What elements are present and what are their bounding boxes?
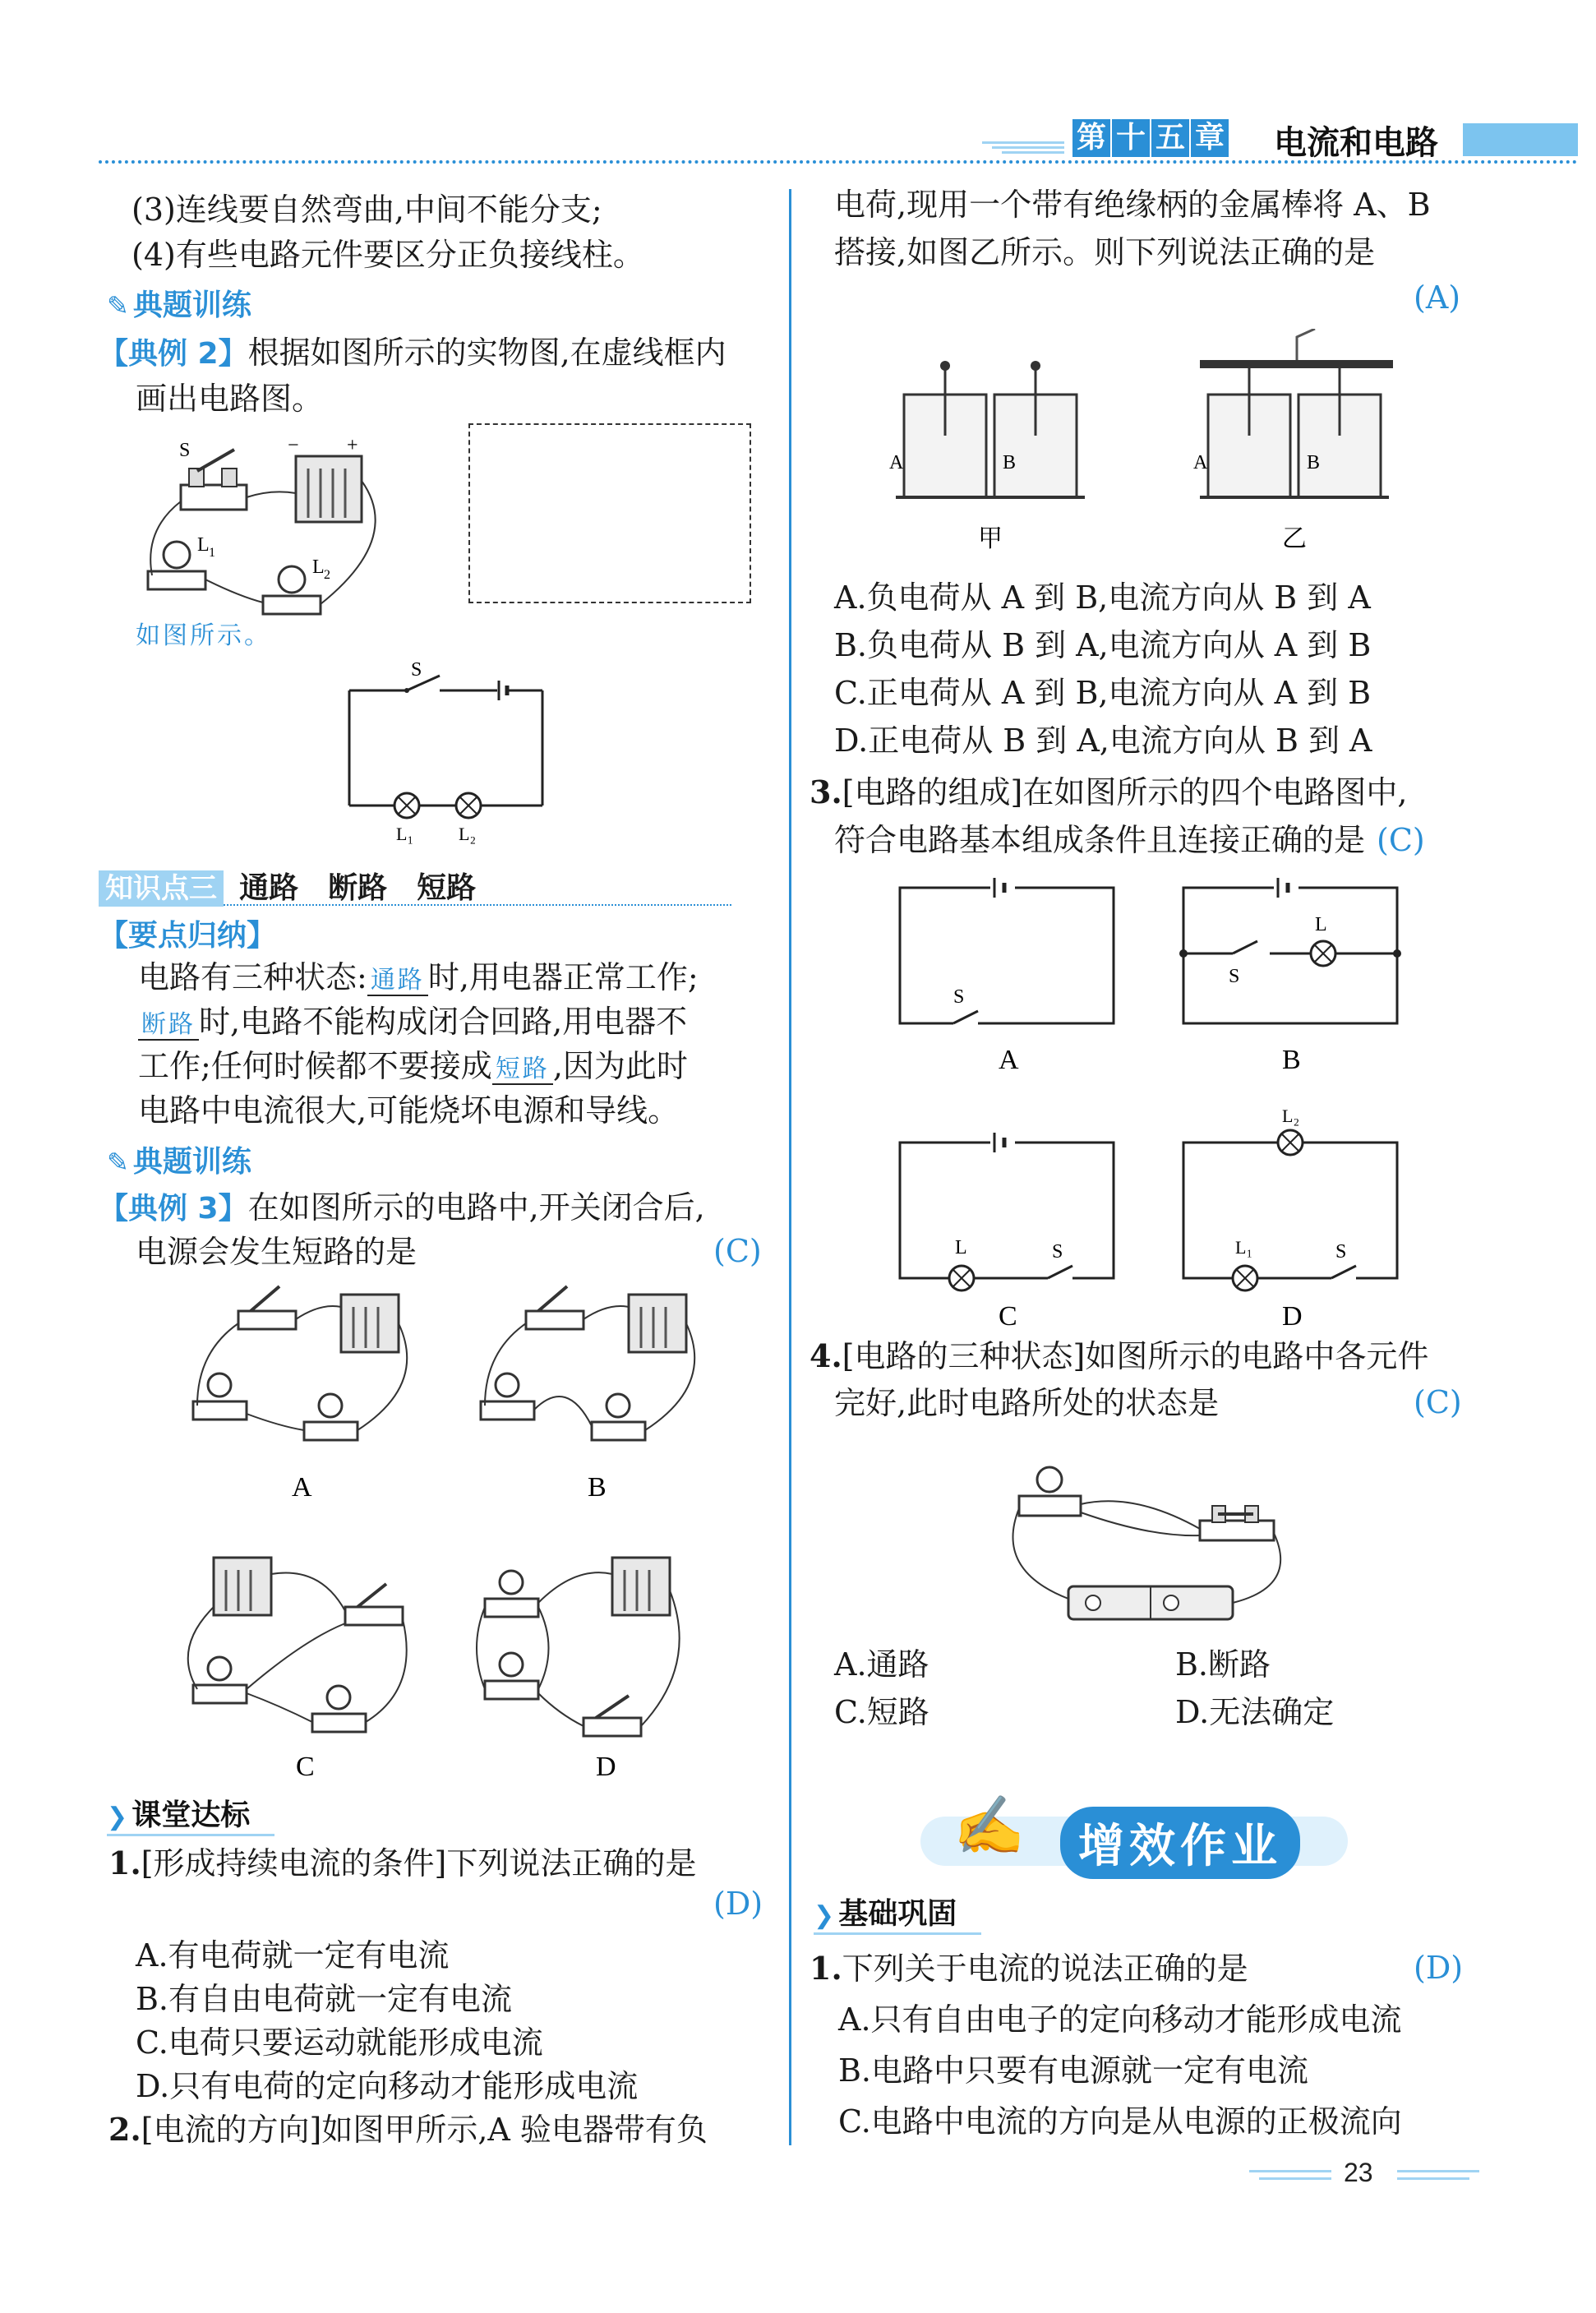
ex2-physical-circuit	[131, 432, 403, 621]
answer: (C)	[713, 1233, 762, 1269]
answer: (A)	[1414, 279, 1461, 316]
switch-label: S	[179, 440, 191, 461]
q-tag: [形成持续电流的条件]	[141, 1845, 447, 1881]
chapter-char: 章	[1191, 119, 1229, 157]
q-number: 3.	[810, 773, 842, 810]
bulb-label: L	[955, 1237, 967, 1258]
switch-label: S	[1335, 1241, 1347, 1263]
example-2-cont: 画出电路图。	[136, 381, 324, 417]
q-text: 在如图所示的四个电路图中,	[1022, 774, 1408, 810]
rule-3: (3)连线要自然弯曲,中间不能分支;	[131, 192, 602, 228]
option: C.短路	[834, 1694, 929, 1730]
q-number: 2.	[108, 2111, 141, 2148]
bulb-label: L₁	[1235, 1237, 1253, 1258]
example-2	[99, 330, 727, 376]
option: D.无法确定	[1175, 1694, 1335, 1730]
answer: (C)	[1377, 822, 1425, 858]
example-tag: 【典例 2】	[99, 337, 248, 371]
fig-label: D	[1282, 1301, 1303, 1332]
chapter-char: 五	[1151, 119, 1189, 157]
bulb-label: L	[1315, 914, 1327, 935]
q-tag: [电流的方向]	[141, 2112, 322, 2148]
chapter-badge	[1072, 119, 1229, 157]
scope-label: B	[1307, 452, 1321, 473]
q3-stem-cont	[834, 818, 1425, 862]
q-text: 下列关于电流的说法正确的是	[842, 1951, 1248, 1987]
bulb-label: L₂	[459, 824, 477, 844]
class-practice-heading	[107, 1792, 274, 1836]
bulb-label: L	[197, 534, 210, 556]
q2-cont: 电荷,现用一个带有绝缘柄的金属棒将 A、B	[834, 187, 1431, 223]
summary-line-4: 电路中电流很大,可能烧坏电源和导线。	[138, 1092, 680, 1129]
rule-4: (4)有些电路元件要区分正负接线柱。	[131, 237, 644, 273]
q4-stem	[810, 1334, 1428, 1378]
chapter-title: 电流和电路	[1274, 124, 1438, 162]
option: A.负电荷从 A 到 B,电流方向从 B 到 A	[834, 579, 1371, 616]
summary-text: ,因为此时	[552, 1048, 688, 1084]
homework-title: 增效作业	[1060, 1807, 1300, 1879]
answer: (C)	[1414, 1384, 1462, 1420]
training-label: 典题训练	[132, 289, 251, 322]
bulb-label: L₁	[396, 824, 414, 844]
fig-label: D	[596, 1752, 616, 1782]
page-number: 23	[1344, 2158, 1373, 2187]
q-text: 如图甲所示,A 验电器带有负	[321, 2112, 708, 2148]
basic-heading	[814, 1891, 981, 1935]
knowledge-tag: 知识点三	[99, 870, 224, 907]
switch-label: S	[1052, 1241, 1063, 1263]
header-bar	[1463, 123, 1578, 156]
answer: (D)	[713, 1886, 763, 1922]
summary-text: 电路有三种状态:	[138, 959, 367, 995]
fill-blank: 通路	[367, 966, 428, 996]
switch-label: S	[411, 659, 422, 681]
plus-label: +	[347, 435, 358, 456]
q4-physical-circuit	[1003, 1447, 1315, 1627]
q-tag: [电路的三种状态]	[842, 1338, 1086, 1374]
summary-text: 时,用电器正常工作;	[427, 959, 699, 995]
fill-blank: 断路	[138, 1010, 199, 1041]
bulb-label: L	[312, 556, 325, 578]
h1-stem	[810, 1946, 1248, 1991]
option: D.只有电荷的定向移动才能形成电流	[136, 2068, 639, 2104]
electroscope-figures	[871, 329, 1446, 567]
fig-caption: 甲	[978, 525, 1003, 552]
class-practice-title: 课堂达标	[131, 1798, 251, 1832]
example-3	[99, 1185, 705, 1231]
fig-label: A	[999, 1045, 1019, 1075]
option: A.只有自由电子的定向移动才能形成电流	[838, 2001, 1402, 2038]
q-number: 4.	[810, 1337, 842, 1374]
option: C.电荷只要运动就能形成电流	[136, 2024, 543, 2061]
switch-label: S	[1229, 966, 1240, 987]
q2-stem	[108, 2108, 708, 2152]
answer: (D)	[1414, 1950, 1464, 1986]
basic-title: 基础巩固	[838, 1897, 957, 1931]
training-heading	[107, 282, 251, 324]
chapter-char: 第	[1072, 119, 1110, 157]
q-number: 1.	[810, 1950, 842, 1987]
training-heading	[107, 1138, 251, 1180]
option: C.电路中电流的方向是从电源的正极流向	[838, 2103, 1402, 2140]
fig-label: C	[296, 1752, 315, 1782]
bulb-sub: 1	[209, 546, 215, 560]
example-text: 根据如图所示的实物图,在虚线框内	[247, 335, 727, 371]
switch-label: S	[953, 986, 965, 1008]
notebook-icon: ✍	[953, 1792, 1026, 1859]
q4-stem-cont: 完好,此时电路所处的状态是	[834, 1385, 1220, 1421]
feather-icon: ✎	[107, 1147, 129, 1178]
option: D.正电荷从 B 到 A,电流方向从 B 到 A	[834, 723, 1372, 759]
option: C.正电荷从 A 到 B,电流方向从 A 到 B	[834, 675, 1372, 711]
footer-decor	[1249, 2170, 1331, 2180]
q3-circuits	[888, 871, 1446, 1332]
fill-blank: 短路	[492, 1055, 553, 1085]
q3-stem	[810, 770, 1407, 815]
scope-label: A	[889, 452, 904, 473]
example-3-cont: 电源会发生短路的是	[136, 1234, 417, 1270]
scope-label: A	[1193, 452, 1208, 473]
option: B.电路中只要有电源就一定有电流	[838, 2052, 1309, 2089]
ex2-circuit-diagram	[337, 658, 567, 847]
q-text: 下列说法正确的是	[446, 1845, 697, 1881]
summary-tag: 【要点归纳】	[99, 919, 277, 953]
book-icon: ❯	[107, 1803, 128, 1831]
example-tag: 【典例 3】	[99, 1192, 248, 1226]
answer-dashed-box	[468, 423, 751, 603]
q2-cont: 搭接,如图乙所示。则下列说法正确的是	[834, 234, 1376, 270]
knowledge-title: 通路 断路 短路	[239, 871, 477, 905]
chapter-char: 十	[1112, 119, 1150, 157]
scope-label: B	[1003, 452, 1017, 473]
knowledge-header	[99, 865, 731, 906]
fig-label: B	[588, 1472, 607, 1503]
option: A.通路	[834, 1646, 929, 1683]
option: A.有电荷就一定有电流	[136, 1937, 450, 1974]
minus-label: −	[288, 435, 299, 456]
bulb-label: L₂	[1282, 1106, 1300, 1126]
fig-label: B	[1282, 1045, 1301, 1075]
footer-decor	[1397, 2170, 1479, 2180]
option: B.断路	[1175, 1646, 1271, 1683]
option: B.有自由电荷就一定有电流	[136, 1981, 513, 2017]
summary-text: 时,电路不能构成闭合回路,用电器不	[199, 1004, 688, 1040]
example-text: 在如图所示的电路中,开关闭合后,	[247, 1189, 705, 1226]
book-icon: ❯	[814, 1901, 835, 1930]
q-text: 符合电路基本组成条件且连接正确的是	[834, 822, 1366, 858]
fig-caption: 乙	[1282, 525, 1307, 552]
summary-line-2	[138, 1000, 687, 1047]
q-number: 1.	[108, 1844, 141, 1881]
option: B.负电荷从 B 到 A,电流方向从 A 到 B	[834, 627, 1372, 663]
feather-icon: ✎	[107, 290, 129, 321]
handwritten-note: 如图所示。	[136, 621, 271, 650]
fig-label: A	[292, 1472, 312, 1503]
training-label: 典题训练	[132, 1145, 251, 1179]
summary-text: 工作;任何时候都不要接成	[138, 1048, 492, 1084]
bulb-sub: 2	[324, 568, 330, 582]
q1-stem	[108, 1841, 696, 1886]
q-tag: [电路的组成]	[842, 774, 1023, 810]
summary-line-1	[138, 955, 699, 1003]
header-decor	[982, 141, 1064, 153]
ex3-pictures	[181, 1278, 773, 1788]
q-text: 如图所示的电路中各元件	[1085, 1338, 1429, 1374]
summary-line-3	[138, 1044, 688, 1092]
column-divider	[789, 189, 791, 2145]
fig-label: C	[999, 1301, 1017, 1332]
